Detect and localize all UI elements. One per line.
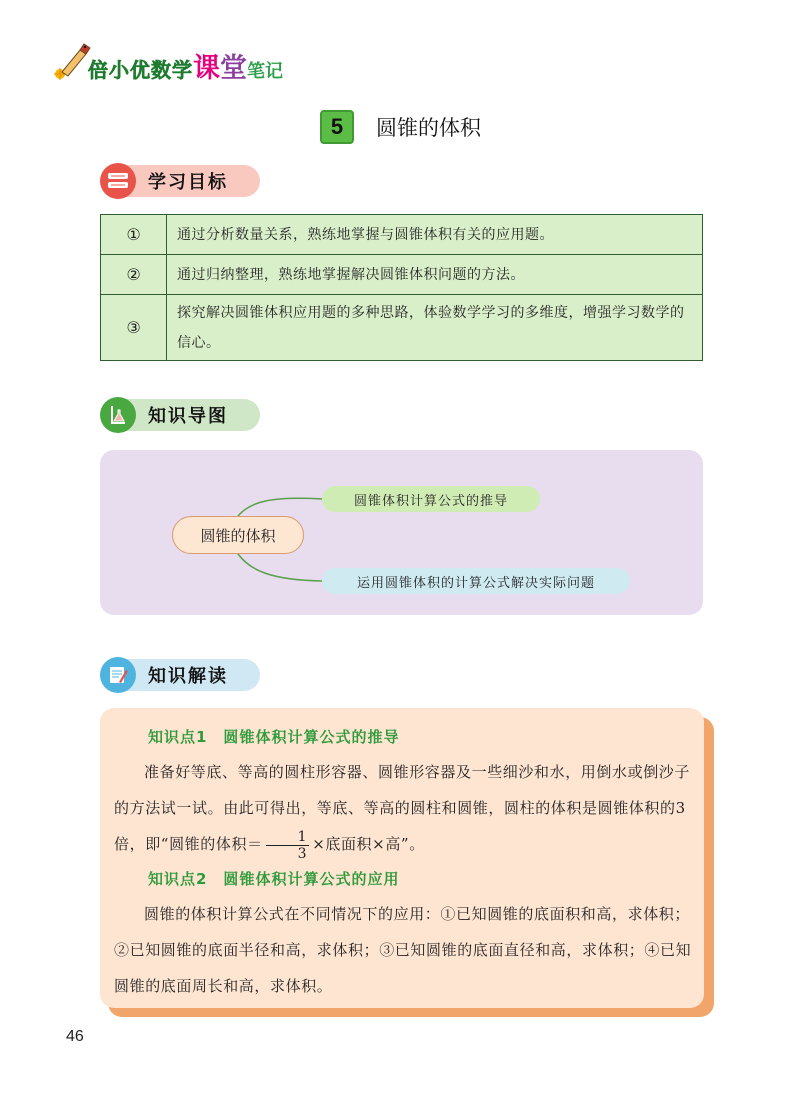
notepad-pen-icon [100,657,136,693]
objective-text: 通过归纳整理，熟练地掌握解决圆锥体积问题的方法。 [167,255,703,295]
knowledge-point-title: 知识点2 圆锥体积计算公式的应用 [148,870,400,888]
mind-map-branch-node: 圆锥体积计算公式的推导 [322,486,540,512]
knowledge-box [100,708,704,1008]
lesson-heading [320,108,481,146]
table-row [101,255,703,295]
knowledge-point-text: 圆锥的体积计算公式在不同情况下的应用：①已知圆锥的底面积和高，求体积；②已知圆锥的底面半径和高，求体积；③已知圆锥的底面直径和高，求体积；④已知圆锥的底面周长和高，求体积。 [114,905,692,995]
section-header-mindmap [100,397,260,433]
objective-text: 通过分析数量关系，熟练地掌握与圆锥体积有关的应用题。 [167,215,703,255]
section-header-explain [100,657,260,693]
mind-map [100,450,703,615]
logo-text: 倍小优数学课堂笔记 [88,53,283,84]
mind-map-center-node: 圆锥的体积 [172,516,304,554]
section-header-objectives [100,163,260,199]
page-number: 46 [66,1028,84,1045]
books-icon [100,163,136,199]
objective-text: 探究解决圆锥体积应用题的多种思路，体验数学学习的多维度，增强学习数学的信心。 [167,295,703,361]
lesson-title: 圆锥的体积 [376,116,481,140]
knowledge-point-text: 准备好等底、等高的圆柱形容器、圆锥形容器及一些细沙和水，用倒水或倒沙子的方法试一试。由此可得出，等底、等高的圆柱和圆锥，圆柱的体积是圆锥体积的3倍，即“圆锥的体积＝ $\frac{1}{3}$ ×底面积×高”。 [114,763,691,862]
table-row [101,295,703,361]
section-title: 知识导图 [148,406,228,427]
fraction: $\frac{1}{3}$ [266,830,310,861]
objectives-table [100,214,703,361]
pencil-bird-icon [52,42,92,84]
flask-icon [100,397,136,433]
lesson-number-badge: 5 [320,110,354,144]
section-title: 学习目标 [148,172,228,193]
section-title: 知识解读 [148,666,228,687]
objective-number: ② [101,255,167,295]
objective-number: ① [101,215,167,255]
mind-map-branch-node: 运用圆锥体积的计算公式解决实际问题 [322,568,630,594]
table-row [101,215,703,255]
objective-number: ③ [101,295,167,361]
brand-logo [52,42,312,84]
knowledge-point-title: 知识点1 圆锥体积计算公式的推导 [148,728,400,746]
